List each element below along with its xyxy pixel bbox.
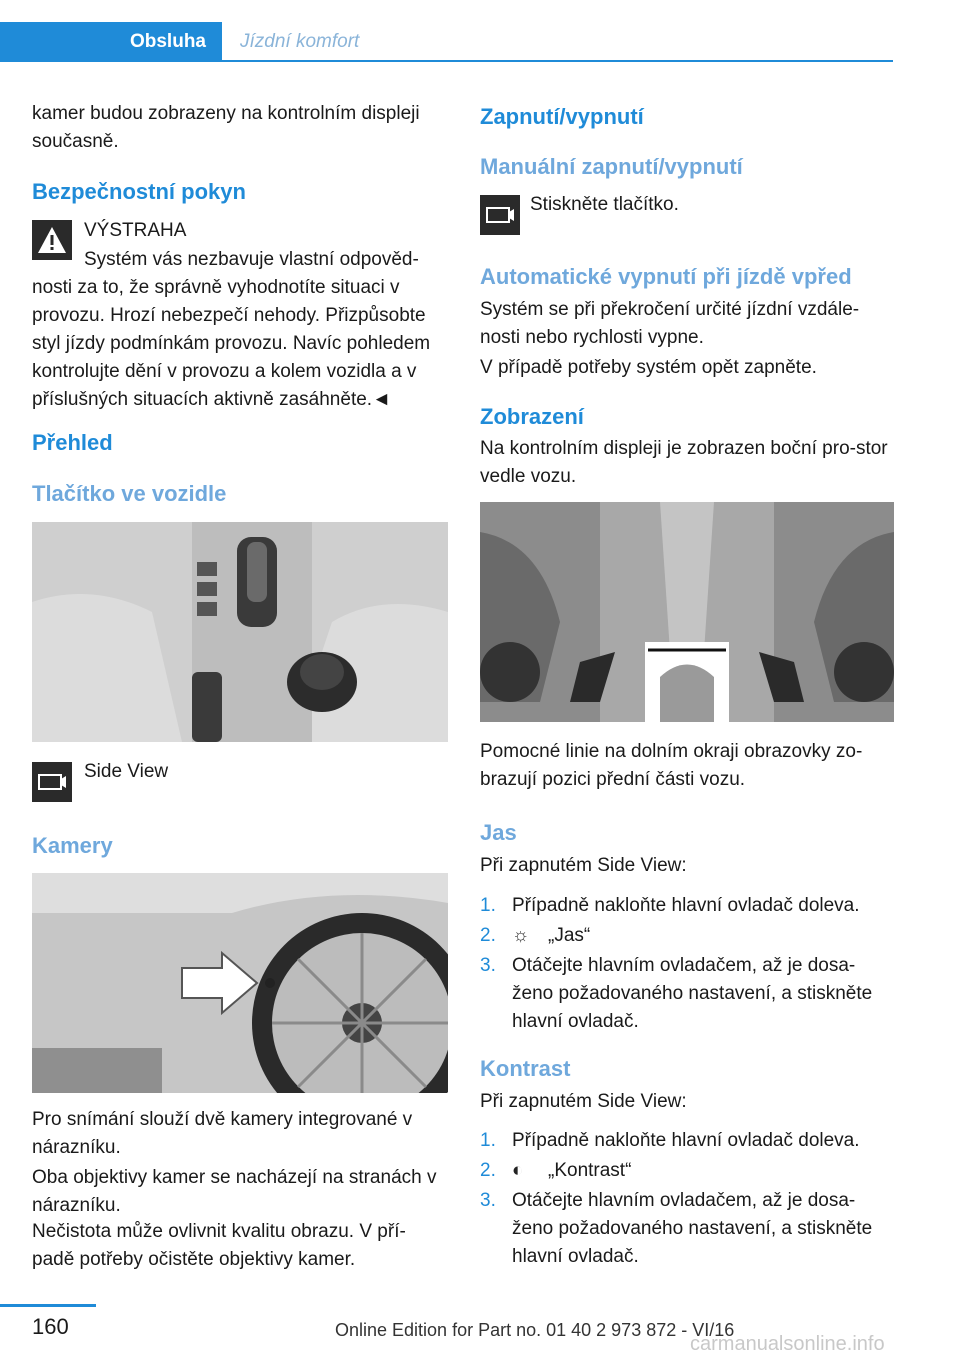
tab-obsluha[interactable]: Obsluha <box>0 22 222 62</box>
display-heading: Zobrazení <box>480 404 584 429</box>
list-text: „Jas“ <box>548 925 591 946</box>
contrast-steps <box>480 1127 894 1271</box>
intro-text: kamer budou zobrazeny na kontrolním displeji současně. <box>32 103 420 152</box>
contrast-intro: Při zapnutém Side View: <box>480 1091 687 1112</box>
list-text: Otáčejte hlavním ovladačem, až je dosa-ženo požadovaného nastavení, a stiskněte hlavní ovladač. <box>512 1190 873 1267</box>
list-text: Případně nakloňte hlavní ovladač doleva. <box>512 1130 860 1151</box>
manual-heading: Manuální zapnutí/vypnutí <box>480 154 743 179</box>
tab-jizdni-komfort[interactable]: Jízdní komfort <box>240 31 360 52</box>
footer-line <box>0 1304 96 1307</box>
list-text: Případně nakloňte hlavní ovladač doleva. <box>512 895 860 916</box>
list-number: 1. <box>480 895 496 916</box>
auto-off-p1: Systém se při překročení určité jízdní vzdále-nosti nebo rychlosti vypne. <box>480 299 860 348</box>
auto-off-heading: Automatické vypnutí při jízdě vpřed <box>480 264 852 289</box>
header-tabs <box>0 0 893 64</box>
warning-title: VÝSTRAHA <box>84 220 187 241</box>
cameras-p1: Pro snímání slouží dvě kamery integrované v nárazníku. <box>32 1109 413 1158</box>
interior-photo <box>32 522 448 742</box>
brightness-intro: Při zapnutém Side View: <box>480 855 687 876</box>
safety-heading: Bezpečnostní pokyn <box>32 179 246 204</box>
list-item <box>480 922 894 950</box>
list-item <box>480 1187 894 1271</box>
sun-icon: ☼ <box>512 925 530 946</box>
overview-heading: Přehled <box>32 430 113 455</box>
tab-underline <box>222 60 893 62</box>
list-text: Otáčejte hlavním ovladačem, až je dosa-ženo požadovaného nastavení, a stiskněte hlavní ovladač. <box>512 955 873 1032</box>
bumper-camera-photo <box>32 873 448 1093</box>
warning-icon <box>32 220 72 260</box>
side-view-button-icon <box>32 762 72 802</box>
list-text: „Kontrast“ <box>548 1160 632 1181</box>
contrast-heading: Kontrast <box>480 1056 571 1081</box>
auto-off-p2: V případě potřeby systém opět zapněte. <box>480 357 817 378</box>
button-heading: Tlačítko ve vozidle <box>32 481 227 506</box>
onoff-heading: Zapnutí/vypnutí <box>480 104 644 129</box>
page-number: 160 <box>32 1314 69 1339</box>
list-item <box>480 892 894 920</box>
warning-text-first: Systém vás nezbavuje vlastní odpověd- <box>84 249 419 270</box>
list-number: 2. <box>480 1160 496 1181</box>
cameras-heading: Kamery <box>32 833 113 858</box>
list-item <box>480 952 894 1036</box>
guide-lines-text: Pomocné linie na dolním okraji obrazovky zo-brazují pozici přední části vozu. <box>480 741 863 790</box>
side-view-display-image <box>480 502 894 722</box>
watermark: carmanualsonline.info <box>690 1333 885 1355</box>
list-number: 1. <box>480 1130 496 1151</box>
brightness-heading: Jas <box>480 820 517 845</box>
side-view-label: Side View <box>84 761 169 782</box>
side-view-button-icon-2 <box>480 195 520 235</box>
cameras-p2: Oba objektivy kamer se nacházejí na stranách v nárazníku. <box>32 1167 437 1216</box>
list-number: 2. <box>480 925 496 946</box>
press-button-text: Stiskněte tlačítko. <box>530 194 679 215</box>
brightness-steps <box>480 892 894 1036</box>
cameras-p3: Nečistota může ovlivnit kvalitu obrazu. V pří-padě potřeby očistěte objektivy kamer. <box>32 1221 406 1270</box>
list-item <box>480 1127 894 1155</box>
contrast-icon: ◐ <box>512 1160 524 1181</box>
warning-text: nosti za to, že správně vyhodnotíte situaci v provozu. Hrozí nebezpečí nehody. Přizpůsobte styl jízdy podmínkám provozu. Navíc pohledem kontrolujte dění v provozu a kolem vozidla a v příslušných situacích aktivně zasáhněte.◄ <box>32 277 431 410</box>
list-number: 3. <box>480 1190 496 1211</box>
edition-text: Online Edition for Part no. 01 40 2 973 872 - VI/16 <box>335 1320 735 1340</box>
display-p: Na kontrolním displeji je zobrazen boční pro-stor vedle vozu. <box>480 438 888 487</box>
list-item <box>480 1157 894 1185</box>
list-number: 3. <box>480 955 496 976</box>
